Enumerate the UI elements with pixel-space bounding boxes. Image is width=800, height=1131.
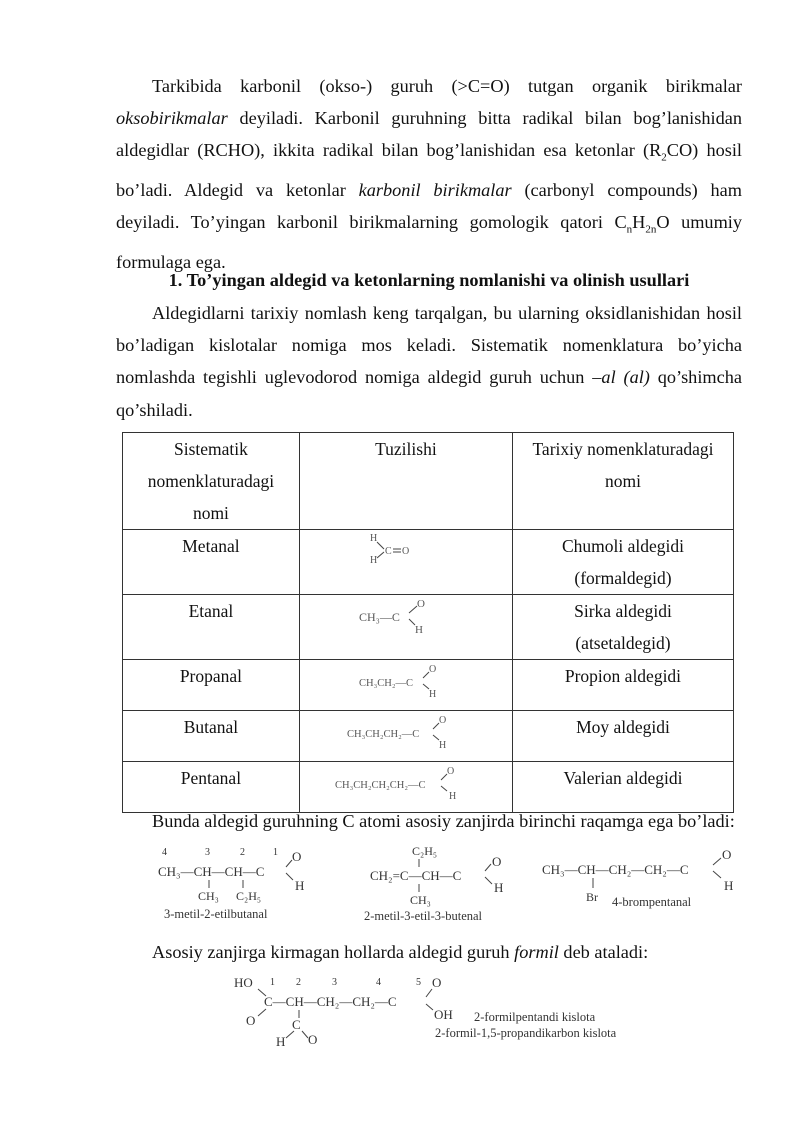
table-row xyxy=(123,530,734,595)
svg-text:CH₃CH₂CH₂CH₂—C: CH₃CH₂CH₂CH₂—C xyxy=(334,780,426,791)
example-2-metil-3-etil-3-butenal xyxy=(362,838,522,926)
svg-text:HO: HO xyxy=(234,975,253,990)
svg-text:H: H xyxy=(414,624,423,636)
svg-text:C₂H₅: C₂H₅ xyxy=(412,844,438,858)
intro-paragraph: Tarkibida karbonil (okso-) guruh (>C=O) tutgan organik birikmalar oksobirikmalar deyiladi. Karbonil guruhning bitta radikal bilan bog’lanishidan aldegidlar (RCHO), ikkita radikal bilan bog’lanishidan esa ketonlar $(R_2CO)$ hosil bo’ladi. Aldegid va ketonlar karbonil birikmalar (carbonyl compounds) ham deyiladi. To’yingan karbonil birikmalarning gomologik qatori $C_nH_{2n}O$ umumiy formulaga ega. xyxy=(116,76,743,273)
cell-historical: Propion aldegidi xyxy=(512,660,733,711)
example-name: 4-brompentanal xyxy=(612,895,692,909)
svg-text:CH₃—CH—CH—C: CH₃—CH—CH—C xyxy=(158,864,265,879)
svg-text:O: O xyxy=(438,715,447,726)
example-name: 2-formil-1,5-propandikarbon kislota xyxy=(435,1026,617,1040)
cell-systematic: Butanal xyxy=(123,711,300,762)
table-row xyxy=(123,595,734,660)
svg-text:H: H xyxy=(438,740,447,751)
svg-text:4: 4 xyxy=(376,977,381,988)
nomenclature-table xyxy=(122,432,734,813)
svg-text:H: H xyxy=(428,689,437,700)
svg-text:CH₃: CH₃ xyxy=(198,889,219,903)
svg-text:O: O xyxy=(428,664,437,675)
svg-text:O: O xyxy=(401,546,410,557)
svg-text:O: O xyxy=(308,1032,318,1047)
formil-paragraph: Asosiy zanjirga kirmagan hollarda aldegid guruh formil deb ataladi: xyxy=(152,942,649,962)
cell-structure xyxy=(299,660,512,711)
svg-text:O: O xyxy=(446,766,455,777)
svg-text:H: H xyxy=(295,878,305,893)
table-row xyxy=(123,711,734,762)
svg-text:C: C xyxy=(384,546,392,557)
svg-text:Br: Br xyxy=(586,890,598,904)
cell-systematic: Etanal xyxy=(123,595,300,660)
svg-text:4: 4 xyxy=(162,847,167,858)
cell-structure xyxy=(299,595,512,660)
formaldehyde-structure xyxy=(366,530,446,570)
cell-historical: Sirka aldegidi (atsetaldegid) xyxy=(512,595,733,660)
cell-historical: Moy aldegidi xyxy=(512,711,733,762)
example-4-brompentanal xyxy=(538,842,748,912)
table-row xyxy=(123,660,734,711)
example-name: 3-metil-2-etilbutanal xyxy=(164,907,268,921)
svg-text:CH₂=C—CH—C: CH₂=C—CH—C xyxy=(370,868,462,883)
svg-text:O: O xyxy=(722,847,732,862)
svg-text:CH₃CH₂—C: CH₃CH₂—C xyxy=(358,678,413,689)
example-name: 2-formilpentandi kislota xyxy=(474,1010,596,1024)
cell-systematic: Metanal xyxy=(123,530,300,595)
svg-text:C₂H₅: C₂H₅ xyxy=(236,889,262,903)
numbering-paragraph: Bunda aldegid guruhning C atomi asosiy zanjirda birinchi raqamga ega bo’ladi: xyxy=(152,811,735,831)
term-formil: formil xyxy=(514,942,559,962)
svg-text:H: H xyxy=(369,555,378,566)
svg-text:CH₃CH₂CH₂—C: CH₃CH₂CH₂—C xyxy=(346,729,420,740)
cell-structure xyxy=(299,711,512,762)
table-header-row xyxy=(123,433,734,530)
cell-historical: Valerian aldegidi xyxy=(512,762,733,813)
header-systematic: Sistematik nomenklaturadagi nomi xyxy=(123,433,300,530)
cell-structure xyxy=(299,530,512,595)
example-name: 2-metil-3-etil-3-butenal xyxy=(364,909,483,923)
svg-text:CH₃—CH—CH₂—CH₂—C: CH₃—CH—CH₂—CH₂—C xyxy=(542,862,689,877)
svg-text:C—CH—CH₂—CH₂—C: C—CH—CH₂—CH₂—C xyxy=(264,994,397,1009)
svg-text:C: C xyxy=(292,1017,301,1032)
svg-text:2: 2 xyxy=(296,977,301,988)
svg-text:3: 3 xyxy=(332,977,337,988)
suffix-al: –al (al) xyxy=(592,367,650,388)
section-heading: 1. To’yingan aldegid va ketonlarning nomlanishi va olinish usullari xyxy=(168,270,690,290)
term-karbonil-birikmalar: karbonil birikmalar xyxy=(358,180,512,201)
header-historical: Tarixiy nomenklaturadagi nomi xyxy=(512,433,733,530)
svg-text:H: H xyxy=(276,1034,286,1049)
cell-historical: Chumoli aldegidi (formaldegid) xyxy=(512,530,733,595)
svg-text:CH₃: CH₃ xyxy=(410,893,431,907)
butanal-structure xyxy=(341,711,471,751)
svg-text:3: 3 xyxy=(205,847,210,858)
svg-text:1: 1 xyxy=(270,977,275,988)
cell-systematic: Pentanal xyxy=(123,762,300,813)
svg-text:H: H xyxy=(724,878,734,893)
svg-text:5: 5 xyxy=(416,977,421,988)
svg-text:H: H xyxy=(369,533,378,544)
term-oksobirikmalar: oksobirikmalar xyxy=(116,108,228,129)
svg-text:H: H xyxy=(448,791,457,802)
svg-text:O: O xyxy=(492,854,502,869)
svg-text:O: O xyxy=(292,849,302,864)
propanal-structure xyxy=(351,660,461,700)
example-3-metil-2-etilbutanal xyxy=(156,842,336,924)
pentanal-structure xyxy=(331,762,481,802)
header-structure: Tuzilishi xyxy=(299,433,512,530)
svg-text:O: O xyxy=(416,598,425,610)
svg-text:H: H xyxy=(494,880,504,895)
cell-systematic: Propanal xyxy=(123,660,300,711)
svg-text:O: O xyxy=(246,1013,256,1028)
svg-text:CH₃—C: CH₃—C xyxy=(358,610,400,624)
svg-text:2: 2 xyxy=(240,847,245,858)
example-2-formilpentandi-kislota xyxy=(230,972,680,1052)
naming-paragraph: Aldegidlarni tarixiy nomlash keng tarqalgan, bu ularning oksidlanishidan hosil bo’ladigan kislotalar nomiga mos keladi. Sistematik nomenklatura bo’yicha nomlashda tegishli uglevodorod nomiga aldegid guruh uchun –al (al) qo’shimcha qo’shiladi. xyxy=(116,303,742,420)
svg-text:O: O xyxy=(432,975,442,990)
svg-text:OH: OH xyxy=(434,1007,453,1022)
acetaldehyde-structure xyxy=(351,595,461,639)
svg-text:1: 1 xyxy=(273,847,278,858)
